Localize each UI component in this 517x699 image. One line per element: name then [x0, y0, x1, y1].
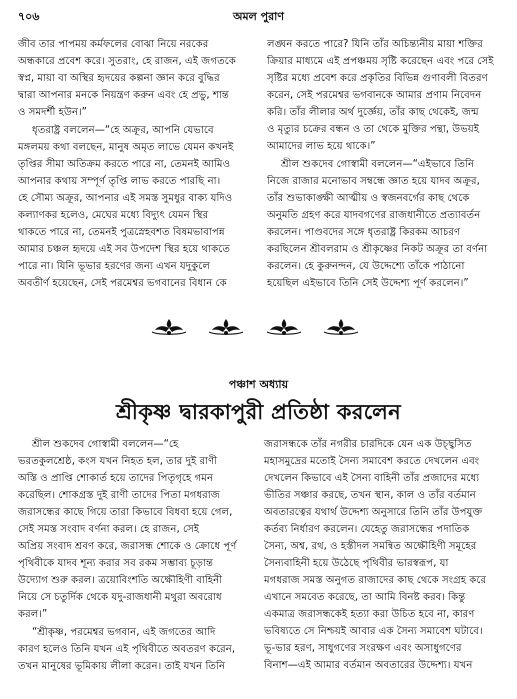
paragraph: ধৃতরাষ্ট্র বললেন—“হে অক্রূর, আপনি যেভাবে মঙ্গলময় কথা বলছেন, মানুষ অমৃত লাভে যেমন কখনই তৃপ্তির সীমা অতিক্রম করতে পারে না, তেমনই আমিও আপনার কথায় সম্পূর্ণ তৃপ্তি লাভ করতে পারছি না। হে সৌম্য অক্রূর, আপনার এই সমস্ত সুমধুর বাক্য যদিও কল্যাণকর হলেও, মেঘের মধ্যে বিদ্যুৎ যেমন স্থির থাকতে পারে না, তেমনই পুত্রস্নেহবশত বিষমভাবাপন্ন আমার চঞ্চল হৃদয়ে এই সব উপদেশ স্থির হয়ে থাকতে পারে না। যিনি ভূভার হরণের জন্য এখন যদুকুলে অবতীর্ণ হয়েছেন, সেই পরমেশ্বর ভগবানের বিধান কে	[18, 125, 234, 289]
bottom-left-column	[18, 436, 252, 676]
paragraph: শ্রীল শুকদেব গোস্বামী বললেন—“এইভাবে তিনি নিজে রাজার মনোভাব সম্বন্ধে জ্ঞাত হয়ে যাদব অক্রূর, তাঁর শুভাকাঙ্ক্ষী আত্মীয় ও স্বজনবর্গের কাছ থেকে অনুমতি গ্রহণ করে যাদবগণের রাজধানীতে প্রত্যাবর্তন করলেন। পাণ্ডবদের সঙ্গে ধৃতরাষ্ট্র কিরকম আচরণ করছিলেন শ্রীবলরাম ও শ্রীকৃষ্ণের নিকট অক্রূর তা বর্ণনা করলেন। হে কুরুনন্দন, যে উদ্দেশ্যে তাঁকে পাঠানো হয়েছিল এইভাবে তিনি সেই উদ্দেশ্য পূর্ণ করলেন।”	[267, 159, 488, 289]
top-right-column	[267, 36, 499, 293]
chapter-title: শ্রীকৃষ্ণ দ্বারকাপুরী প্রতিষ্ঠা করলেন	[116, 400, 401, 424]
top-left-column	[18, 36, 252, 293]
ornament-divider	[150, 316, 360, 338]
paragraph: “শ্রীকৃষ্ণ, পরমেশ্বর ভগবান, এই জগতের আদি কারণ হলেও তিনি যখন এই পৃথিবীতে অবতরণ করেন, তখন মানুষের ভূমিকায় লীলা করেন। তাই যখন তিনি	[18, 627, 236, 672]
fleur-ornament-icon	[322, 317, 360, 337]
paragraph: জীব তার পাপময় কর্মফলের বোঝা নিয়ে নরকের অন্ধকারে প্রবেশ করে। সুতরাং, হে রাজন, এই জগতকে স্বপ্ন, মায়া বা অস্থির হৃদয়ের কল্পনা জ্ঞান করে বুদ্ধির দ্বারা আপনার মনকে নিয়ন্ত্রণ করুন এবং হে প্রভু, শান্ত ও সমদর্শী হউন।”	[18, 39, 236, 118]
paragraph: লঙ্ঘন করতে পারে? যিনি তাঁর অচিন্ত্যনীয় মায়া শক্তির ক্রিয়ার মাধ্যমে এই প্রপঞ্চময় সৃষ্টি করেছেন এবং পরে সেই সৃষ্টির মধ্যে প্রবেশ করে প্রকৃতির বিভিন্ন গুণাবলী বিতরণ করেন, সেই পরমেশ্বর ভগবানকে আমার প্রণাম নিবেদন করি। তাঁর লীলার অর্থ দুর্জ্ঞেয়, তাঁর কাছ থেকেই, জন্ম ও মৃত্যুর চক্রের বন্ধন ও তা থেকে মুক্তির পন্থা, উভয়ই আমাদের লাভ হয়ে থাকে।”	[267, 39, 494, 152]
paragraph: শ্রীল শুকদেব গোস্বামী বললেন—“হে ভরতকুলশ্রেষ্ঠ, কংস যখন নিহত হল, তার দুই রাণী অস্তি ও প্রাপ্তি শোকার্ত হয়ে তাদের পিতৃগৃহে গমন করেছিল। শোকগ্রস্ত দুই রাণী তাদের পিতা মগধরাজ জরাসন্ধের কাছে গিয়ে তারা কিভাবে বিধবা হয়ে গেল, সেই সমস্ত সংবাদ বর্ণনা করল। হে রাজন, সেই অপ্রিয় সংবাদ শ্রবণ করে, জরাসন্ধ শোকে ও ক্রোধে পূর্ণ পৃথিবীকে যাদব শূন্য করার সব রকম সম্ভাব্য চূড়ান্ত উদ্যোগ শুরু করল। ত্রয়োবিংশতি অক্ষৌহিণী বাহিনী নিয়ে সে চতুর্দিক থেকে যদু-রাজধানী মথুরা অবরোধ করল।”	[18, 439, 237, 620]
page-header	[18, 8, 499, 26]
chapter-number: পঞ্চাশ অধ্যায়	[228, 378, 289, 391]
fleur-ornament-icon	[265, 317, 303, 337]
page-number: ৭০৬	[18, 10, 40, 23]
bottom-right-column	[264, 436, 500, 675]
paragraph: জরাসন্ধকে তাঁর নগরীর চারদিকে যেন এক উচ্ছ্বসিত মহাসমুদ্রের মতোই সৈন্য সমাবেশ করতে দেখলেন এবং দেখলেন কিভাবে এই সৈন্য বাহিনী তাঁর প্রজাদের মধ্যে ভীতির সঞ্চার করছে, তখন স্থান, কাল ও তাঁর বর্তমান অবতারত্বের যথার্থ উদ্দেশ্য অনুসারে তিনি তাঁর উপযুক্ত কর্তব্য নির্ধারণ করলেন। যেহেতু জরাসন্ধের পদাতিক সৈন্য, অশ্ব, রথ, ও হস্তীদল সমন্বিত অক্ষৌহিণী সমূহের সৈন্যবাহিনী হয়ে উঠেছে পৃথিবীর ভারস্বরূপ, যা মগধরাজ সমস্ত অনুগত রাজাদের কাছ থেকে সংগ্রহ করে এখানে সমবেত করেছে, তা আমি বিনষ্ট করব। কিন্তু একমাত্র জরাসন্ধকেই হত্যা করা উচিত হবে না, কারণ ভবিষ্যতে সে নিশ্চয়ই আবার এক সৈন্য সমাবেশ ঘটাবে। ভূ-ভার হরণ, সাধুগণের সংরক্ষণ এবং অসাধুগণের বিনাশ—এই আমার বর্তমান অবতারের উদ্দেশ্য। যখন	[264, 439, 487, 671]
fleur-ornament-icon	[150, 317, 188, 337]
fleur-ornament-icon	[207, 317, 245, 337]
running-title: অমল পুরাণ	[232, 10, 285, 23]
